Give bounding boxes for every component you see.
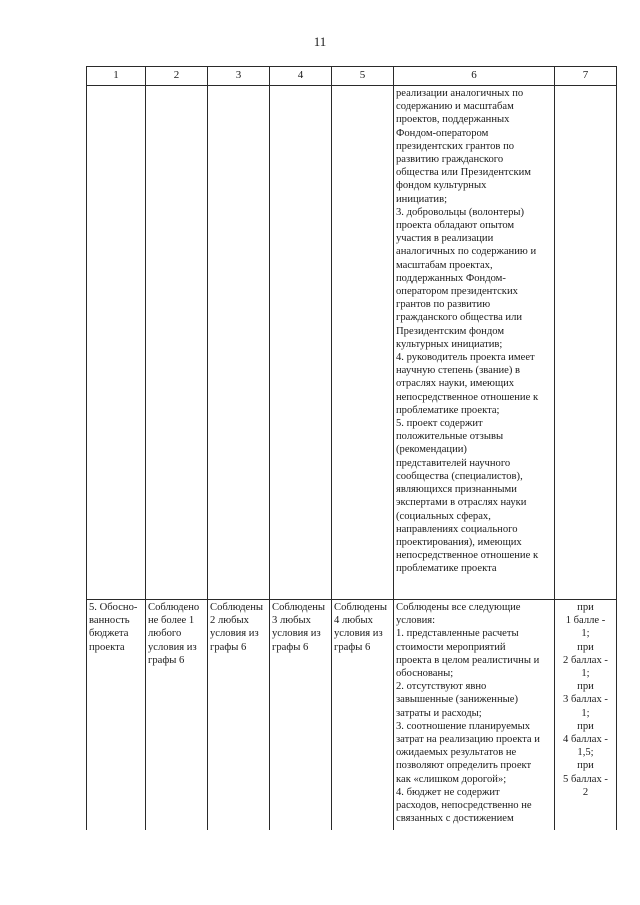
budget-score-2-text: Соблюдены 2 любых условия из графы 6 bbox=[210, 602, 264, 653]
header-col-2: 2 bbox=[146, 67, 208, 86]
criteria-table bbox=[86, 66, 617, 830]
table-header-row bbox=[87, 67, 617, 86]
budget-criterion-text: 5. Обосно- ванность бюджета проекта bbox=[89, 602, 138, 653]
budget-score-3 bbox=[270, 600, 332, 831]
budget-score-1-text: Соблюдено не более 1 любого условия из графы 6 bbox=[148, 602, 200, 666]
table-row-continued bbox=[87, 86, 617, 600]
cont-col-2 bbox=[146, 86, 208, 600]
header-col-6: 6 bbox=[394, 67, 555, 86]
header-col-5: 5 bbox=[332, 67, 394, 86]
header-col-7: 7 bbox=[555, 67, 617, 86]
table-row-budget bbox=[87, 600, 617, 831]
budget-conditions-text: Соблюдены все следующие условия: 1. представленные расчеты стоимости мероприятий проекта в целом реалистичны и обоснованы; 2. отсутствуют явно завышенные (заниженные) затраты и расходы; 3. соотношение планируемых затрат на реализацию проекта и ожидаемых результатов не позволяют определить проект как «слишком дорогой»; 4. бюджет не содержит расходов, непосредственно не связанных с достижением bbox=[396, 602, 540, 825]
header-col-3: 3 bbox=[208, 67, 270, 86]
budget-score-2 bbox=[208, 600, 270, 831]
header-col-1: 1 bbox=[87, 67, 146, 86]
cont-col-1 bbox=[87, 86, 146, 600]
budget-score-4 bbox=[332, 600, 394, 831]
budget-score-3-text: Соблюдены 3 любых условия из графы 6 bbox=[272, 602, 326, 653]
cont-col-7 bbox=[555, 86, 617, 600]
cont-col-6 bbox=[394, 86, 555, 600]
cont-col-5 bbox=[332, 86, 394, 600]
budget-weight bbox=[555, 600, 617, 831]
budget-score-4-text: Соблюдены 4 любых условия из графы 6 bbox=[334, 602, 388, 653]
budget-criterion bbox=[87, 600, 146, 831]
header-col-4: 4 bbox=[270, 67, 332, 86]
budget-score-1 bbox=[146, 600, 208, 831]
page-number: 11 bbox=[313, 34, 327, 49]
cont-col-4 bbox=[270, 86, 332, 600]
budget-conditions bbox=[394, 600, 555, 831]
cont-col-3 bbox=[208, 86, 270, 600]
budget-weight-text: при 1 балле - 1; при 2 баллах - 1; при 3 баллах - 1; при 4 баллах - 1,5; при 5 баллах - 2 bbox=[563, 602, 608, 798]
cont-conditions-text: реализации аналогичных по содержанию и масштабам проектов, поддержанных Фондом-оператором президентских грантов по развитию гражданского общества или Президентским фондом культурных инициатив; 3. добровольцы (волонтеры) проекта обладают опытом участия в реализации аналогичных по содержанию и масштабам проектах, поддержанных Фондом- оператором президентских грантов по развитию гражданского общества или Президентским фондом культурных инициатив; 4. руководитель проекта имеет научную степень (звание) в отраслях науки, имеющих непосредственное отношение к проблематике проекта; 5. проект содержит положительные отзывы (рекомендации) представителей научного сообщества (специалистов), являющихся признанными экспертами в отраслях науки (социальных сферах, направлениях социального проектирования), имеющих непосредственное отношение к проблематике проекта bbox=[396, 88, 539, 575]
